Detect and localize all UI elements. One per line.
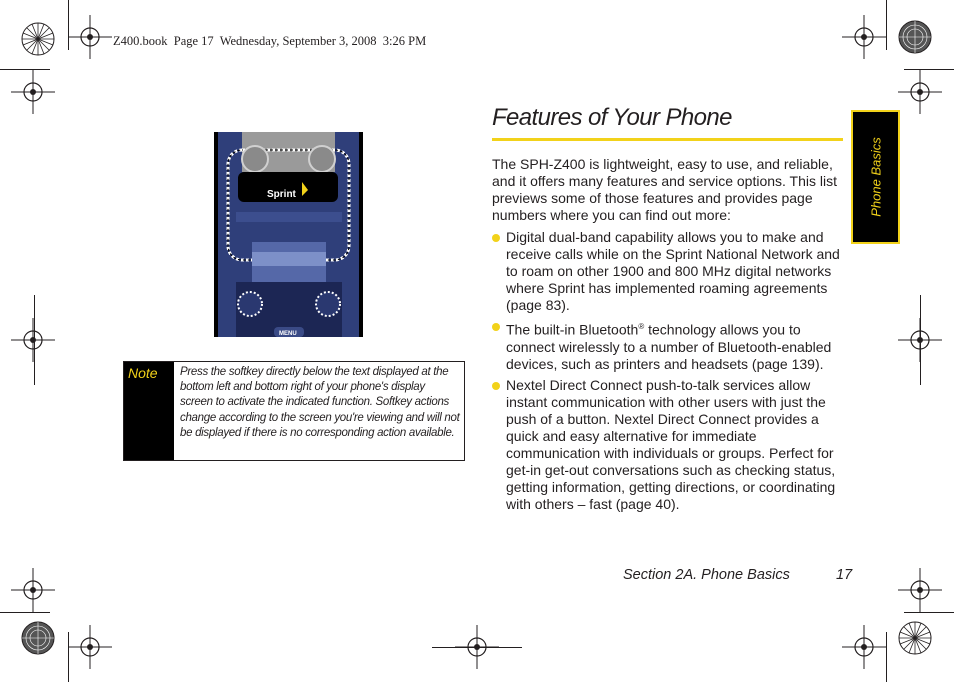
section-side-tab bbox=[851, 110, 900, 244]
crop-line bbox=[0, 69, 50, 70]
crosshair-icon bbox=[898, 568, 942, 612]
heading-rule bbox=[492, 138, 843, 141]
crop-line bbox=[68, 0, 69, 50]
phone-menu-text: MENU bbox=[279, 331, 297, 337]
list-item-text: Digital dual-band capability allows you to make and receive calls while on the Sprint National Network and to roam on other 1900 and 800 MHz digital networks where Sprint has implemented roaming agreements (page 83). bbox=[506, 229, 840, 313]
phone-brand-text: Sprint bbox=[267, 189, 296, 200]
crop-line bbox=[432, 647, 522, 648]
crop-line bbox=[34, 295, 35, 385]
crosshair-icon bbox=[11, 70, 55, 114]
crosshair-icon bbox=[842, 625, 886, 669]
crosshair-icon bbox=[68, 15, 112, 59]
registration-dial-icon bbox=[16, 616, 60, 660]
crop-line bbox=[886, 632, 887, 682]
bullet-icon bbox=[492, 382, 500, 390]
crop-line bbox=[886, 0, 887, 50]
intro-paragraph: The SPH-Z400 is lightweight, easy to use, and reliable, and it offers many features and service options. This list previews some of those features and provides page numbers where you can find out more: bbox=[492, 156, 837, 223]
list-item-text: Nextel Direct Connect push-to-talk services allow instant communication with other users with just the push of a button. Nextel Direct Connect provides a quick and easy alternative for immediate communication with individuals or groups. Perfect for get-in get-out conversations such as checking status, getting information, getting directions, or coordinating with others – fast (page 40). bbox=[506, 376, 836, 512]
feature-list bbox=[492, 229, 842, 517]
phone-image bbox=[214, 132, 363, 337]
list-item bbox=[492, 229, 842, 314]
list-item-text: technology allows you to connect wirelessly to a number of Bluetooth-enabled devices, such as printers and headsets (page 139). bbox=[506, 321, 832, 372]
page-heading: Features of Your Phone bbox=[492, 104, 732, 131]
footer-section-title: Section 2A. Phone Basics bbox=[623, 567, 790, 583]
registered-mark: ® bbox=[638, 322, 645, 331]
bullet-icon bbox=[492, 323, 500, 331]
registration-starburst-icon bbox=[16, 17, 60, 61]
crosshair-icon bbox=[842, 15, 886, 59]
crop-line bbox=[920, 295, 921, 385]
crosshair-icon bbox=[11, 568, 55, 612]
crosshair-icon bbox=[68, 625, 112, 669]
side-tab-label: Phone Basics bbox=[868, 137, 883, 217]
crosshair-icon bbox=[898, 70, 942, 114]
list-item-text: The built-in Bluetooth bbox=[506, 321, 639, 338]
crosshair-icon bbox=[11, 318, 55, 362]
note-text: Press the softkey directly below the text displayed at the bottom left and bottom right of your phone's display screen to activate the indicated function. Softkey actions change according to the screen you're viewing and will not be displayed if there is no corresponding action available. bbox=[180, 366, 460, 439]
bullet-icon bbox=[492, 234, 500, 242]
crop-line bbox=[904, 69, 954, 70]
crop-line bbox=[0, 612, 50, 613]
registration-starburst-icon bbox=[893, 616, 937, 660]
registration-dial-icon bbox=[893, 15, 937, 59]
list-item bbox=[492, 318, 842, 373]
crop-line bbox=[904, 612, 954, 613]
footer-page-number: 17 bbox=[836, 567, 853, 583]
note-label: Note bbox=[124, 362, 174, 460]
crop-line bbox=[68, 632, 69, 682]
list-item bbox=[492, 377, 842, 513]
print-header: Z400.book Page 17 Wednesday, September 3, 2008 3:26 PM bbox=[113, 34, 427, 48]
note-box bbox=[123, 361, 465, 461]
